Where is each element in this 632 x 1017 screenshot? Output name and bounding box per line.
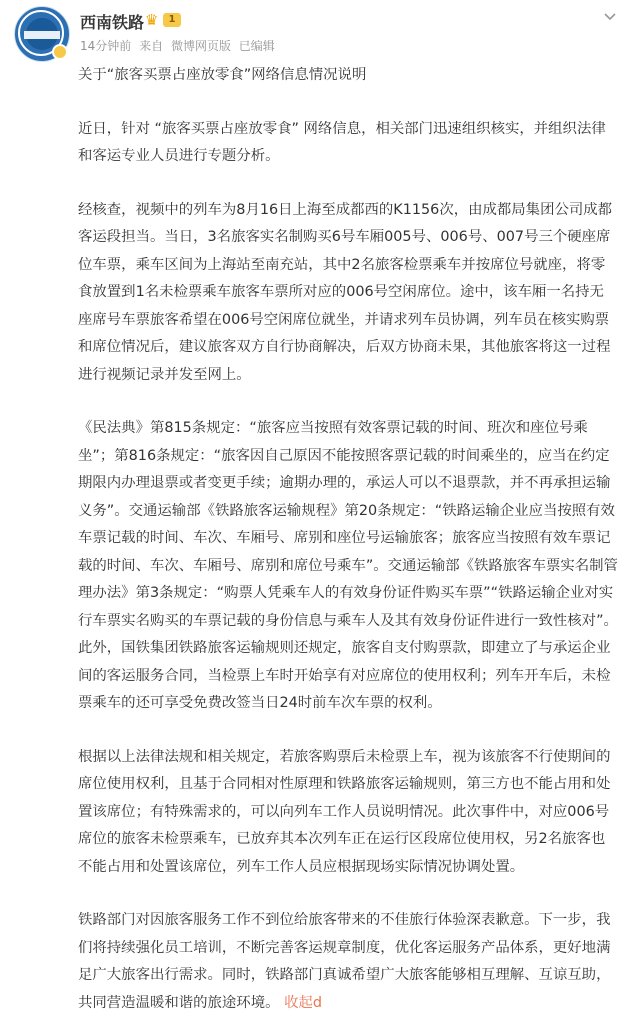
level-number: 1 [163, 13, 181, 27]
avatar-band [24, 31, 60, 39]
paragraph-intro: 近日，针对 “旅客买票占座放零食” 网络信息，相关部门迅速组织核实，并组织法律和客运专业人员进行专题分析。 [78, 120, 606, 164]
chevron-down-icon[interactable] [601, 8, 619, 26]
spacer [78, 718, 618, 744]
post-title: 关于“旅客买票占座放零食”网络信息情况说明 [78, 67, 367, 83]
source-prefix: 来自 [139, 39, 164, 53]
spacer [78, 881, 618, 907]
crown-icon: ♛ [145, 11, 159, 29]
post-source[interactable]: 微博网页版 [170, 39, 231, 53]
verified-icon [52, 44, 68, 60]
paragraph-findings: 经核查，视频中的列车为8月16日上海至成都西的K1156次，由成都局集团公司成都客运段担当。当日，3名旅客实名制购买6号车厢005号、006号、007号三个硬座席位车票，乘车区间为上海站至南充站，其中2名旅客检票乘车并按席位号就座，将零食放置到1名未检票乘车旅客车票所对应的006号空闲席位。途中，该车厢一名持无座席号车票旅客希望在006号空闲席位就坐，并请求列车员协调，列车员在核实购票和席位情况后，建议旅客双方自行协商解决，后双方协商未果，其他旅客将这一过程进行视频记录并发至网上。 [78, 201, 613, 383]
collapse-link[interactable]: 收起d [284, 994, 322, 1011]
post-header [0, 0, 632, 60]
post-content [78, 62, 618, 1017]
paragraph-apology [78, 907, 618, 1017]
spacer [78, 389, 618, 415]
paragraph-regulations: 《民法典》第815条规定：“旅客应当按照有效客票记载的时间、班次和座位号乘坐”；第816条规定：“旅客因自己原因不能按照客票记载的时间乘坐的，应当在约定期限内办理退票或者变更手续；逾期办理的，承运人可以不退票款，并不再承担运输义务”。交通运输部《铁路旅客运输规程》第20条规定：“铁路运输企业应当按照有效车票记载的时间、车次、车厢号、席别和座位号运输旅客；旅客应当按照有效车票记载的时间、车次、车厢号、席别和席位号乘车”。交通运输部《铁路旅客车票实名制管理办法》第3条规定：“购票人凭乘车人的有效身份证件购买车票”“铁路运输企业对实行车票实名购买的车票记载的身份信息与乘车人及其有效身份证件进行一致性核对”。此外，国铁集团铁路旅客运输规则还规定，旅客自支付购票款，即建立了与承运企业间的客运服务合同，当检票上车时开始享有对应席位的使用权利；列车开车后，未检票乘车的还可享受免费改签当日24时前车次车票的权利。 [78, 420, 618, 711]
author-name[interactable]: 西南铁路 [80, 13, 145, 32]
post-time[interactable]: 14分钟前 [80, 39, 132, 53]
level-badge[interactable] [145, 11, 183, 29]
spacer [78, 171, 618, 197]
edited-label[interactable]: 已编辑 [238, 39, 275, 53]
spacer [78, 90, 618, 116]
post-meta [80, 37, 279, 54]
paragraph-analysis: 根据以上法律法规和相关规定，若旅客购票后未检票上车，视为该旅客不行使期间的席位使用权利，且基于合同相对性原理和铁路旅客运输规则，第三方也不能占用和处置该席位；有特殊需求的，可以向列车工作人员说明情况。此次事件中，对应006号席位的旅客未检票乘车，已放弃其本次列车正在运行区段席位使用权，另2名旅客也不能占用和处置该席位，列车工作人员应根据现场实际情况协调处置。 [78, 748, 611, 875]
apology-text: 铁路部门对因旅客服务工作不到位给旅客带来的不佳旅行体验深表歉意。下一步，我们将持续强化员工培训，不断完善客运规章制度，优化客运服务产品体系，更好地满足广大旅客出行需求。同时，铁路部门真诚希望广大旅客能够相互理解、互谅互助，共同营造温暖和谐的旅途环境。 [78, 912, 611, 1011]
